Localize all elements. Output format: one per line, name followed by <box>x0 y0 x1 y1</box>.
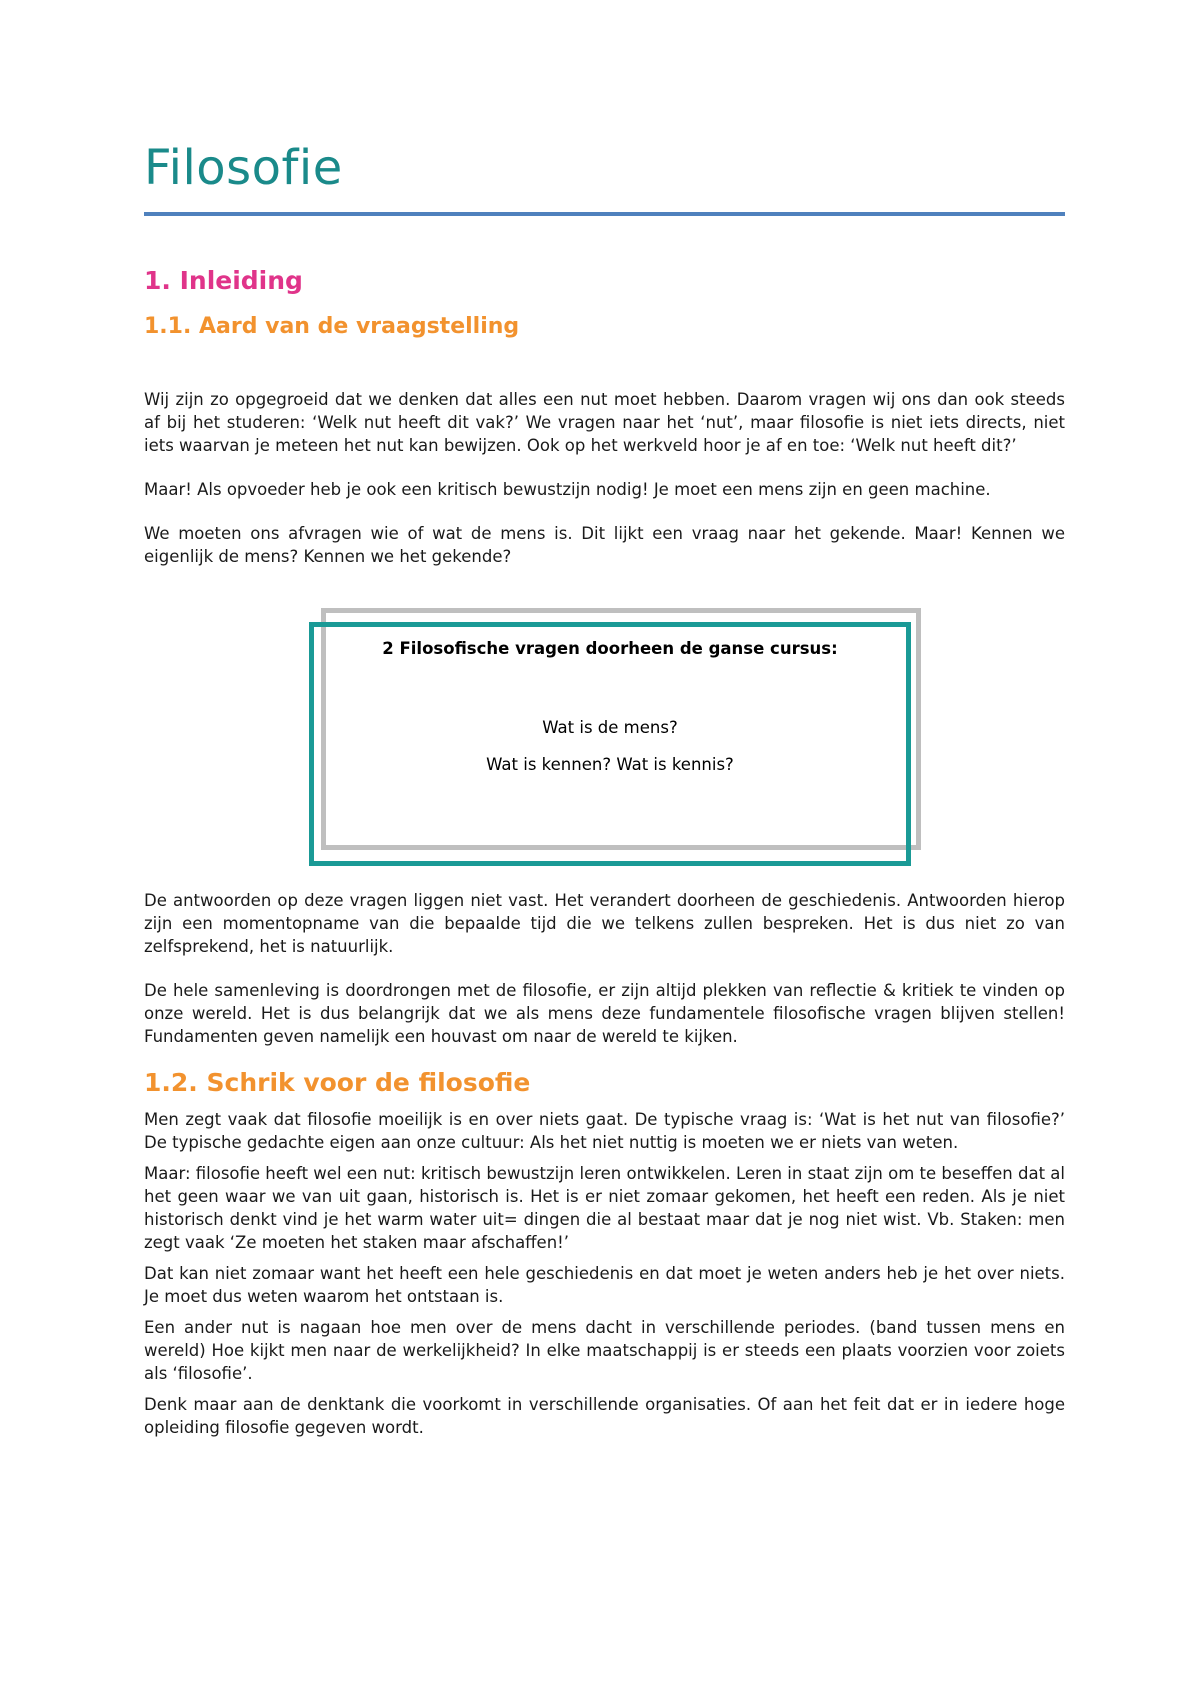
paragraph: De antwoorden op deze vragen liggen niet vast. Het verandert doorheen de geschiedenis. Antwoorden hierop zijn een momentopname van die bepaalde tijd die we telkens zullen bespreken. Het is dus niet zo van zelfsprekend, het is natuurlijk. <box>144 890 1065 956</box>
heading-inleiding: 1. Inleiding <box>144 265 303 295</box>
paragraph: Wij zijn zo opgegroeid dat we denken dat alles een nut moet hebben. Daarom vragen wij ons dan ook steeds af bij het studeren: ‘Welk nut heeft dit vak?’ We vragen naar het ‘nut’, maar filosofie is niet iets directs, niet iets waarvan je meteen het nut kan bewijzen. Ook op het werkveld hoor je af en toe: ‘Welk nut heeft dit?’ <box>144 389 1065 455</box>
section-antwoorden <box>144 889 1065 1048</box>
paragraph: We moeten ons afvragen wie of wat de mens is. Dit lijkt een vraag naar het gekende. Maar! Kennen we eigenlijk de mens? Kennen we het gekende? <box>144 523 1065 566</box>
callout-title: 2 Filosofische vragen doorheen de ganse cursus: <box>382 638 838 658</box>
paragraph: Dat kan niet zomaar want het heeft een hele geschiedenis en dat moet je weten anders heb je het over niets. Je moet dus weten waarom het ontstaan is. <box>144 1263 1065 1306</box>
paragraph: Men zegt vaak dat filosofie moeilijk is en over niets gaat. De typische vraag is: ‘Wat is het nut van filosofie?’ De typische gedachte eigen aan onze cultuur: Als het niet nuttig is moeten we er niets van weten. <box>144 1109 1065 1152</box>
section-schrik-filosofie <box>144 1108 1065 1439</box>
document-title: Filosofie <box>144 140 343 196</box>
paragraph: Maar! Als opvoeder heb je ook een kritisch bewustzijn nodig! Je moet een mens zijn en geen machine. <box>144 479 991 499</box>
callout-question-mens: Wat is de mens? <box>542 717 678 737</box>
paragraph: Maar: filosofie heeft wel een nut: kritisch bewustzijn leren ontwikkelen. Leren in staat zijn om te beseffen dat al het geen waar we van uit gaan, historisch is. Het is er niet zomaar gekomen, het heeft een reden. Als je niet historisch denkt vind je het warm water uit= dingen die al bestaat maar dat je nog niet wist. Vb. Staken: men zegt vaak ‘Ze moeten het staken maar afschaffen!’ <box>144 1163 1065 1252</box>
title-underline <box>144 212 1065 216</box>
callout-box <box>309 608 929 868</box>
paragraph: De hele samenleving is doordrongen met de filosofie, er zijn altijd plekken van reflectie & kritiek te vinden op onze wereld. Het is dus belangrijk dat we als mens deze fundamentele filosofische vragen blijven stellen! Fundamenten geven namelijk een houvast om naar de wereld te kijken. <box>144 980 1065 1046</box>
document-page <box>144 140 1065 1439</box>
section-aard-vraagstelling <box>144 388 1065 568</box>
callout-question-kennis: Wat is kennen? Wat is kennis? <box>486 754 734 774</box>
heading-schrik-filosofie: 1.2. Schrik voor de filosofie <box>144 1067 531 1097</box>
callout-frame <box>309 622 911 866</box>
paragraph: Denk maar aan de denktank die voorkomt in verschillende organisaties. Of aan het feit dat er in iedere hoge opleiding filosofie gegeven wordt. <box>144 1394 1065 1437</box>
paragraph: Een ander nut is nagaan hoe men over de mens dacht in verschillende periodes. (band tussen mens en wereld) Hoe kijkt men naar de werkelijkheid? In elke maatschappij is er steeds een plaats voorzien voor zoiets als ‘filosofie’. <box>144 1317 1065 1383</box>
heading-aard-vraagstelling: 1.1. Aard van de vraagstelling <box>144 313 520 339</box>
